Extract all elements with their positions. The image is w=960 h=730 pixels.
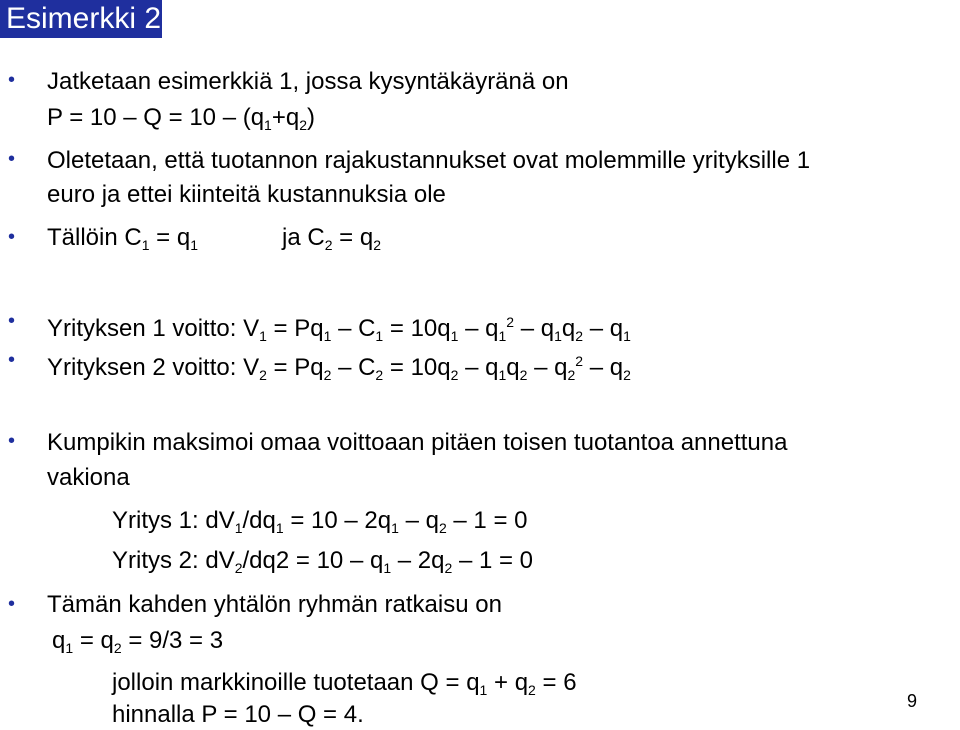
text-line-4: euro ja ettei kiinteitä kustannuksia ole xyxy=(47,181,446,208)
text-line-1: Jatketaan esimerkkiä 1, jossa kysyntäkäyränä on xyxy=(47,68,569,95)
text-line-2: $P = 10 - Q = 10 - (q_1+q_2)$ xyxy=(47,104,316,133)
bullet-3: • xyxy=(8,226,16,248)
text-line-14: jolloin markkinoille tuotetaan $Q = q_1 + q_2 = 6$ xyxy=(112,669,577,698)
text-line-5: Tällöin $C_1 = q_1$ ja $C_2 = q_2$ xyxy=(47,224,381,253)
text-line-3: Oletetaan, että tuotannon rajakustannukset ovat molemmille yrityksille 1 xyxy=(47,147,811,174)
bullet-5: • xyxy=(8,349,16,371)
bullet-6: • xyxy=(8,430,16,452)
slide-title: Esimerkki 2 xyxy=(6,2,162,35)
page-number: 9 xyxy=(907,691,918,711)
text-line-7: Yrityksen 2 voitto: $V_2 = Pq_2 - C_2 = 10q_2 - q_1q_2 - q_2^2 - q_2$ xyxy=(47,353,631,383)
text-line-11: Yritys 2: $dV_2/dq2 = 10 - q_1 - 2q_2 - 1 = 0$ xyxy=(112,547,534,576)
bullet-4: • xyxy=(8,310,16,332)
text-line-15: hinnalla P = 10 – Q = 4. xyxy=(112,701,364,728)
text-line-9: vakiona xyxy=(47,464,130,491)
bullet-2: • xyxy=(8,148,16,170)
text-line-6: Yrityksen 1 voitto: $V_1 = Pq_1 - C_1 = 10q_1 - q_1^2 - q_1q_2 - q_1$ xyxy=(47,314,631,344)
bullet-1: • xyxy=(8,69,16,91)
bullet-7: • xyxy=(8,593,16,615)
text-line-12: Tämän kahden yhtälön ryhmän ratkaisu on xyxy=(47,591,502,618)
text-line-8: Kumpikin maksimoi omaa voittoaan pitäen toisen tuotantoa annettuna xyxy=(47,429,788,456)
text-line-13: $q_1 = q_2 = 9/3 = 3$ xyxy=(52,627,224,656)
text-line-10: Yritys 1: $dV_1/dq_1 = 10 - 2q_1 - q_2 - 1 = 0$ xyxy=(112,507,528,536)
